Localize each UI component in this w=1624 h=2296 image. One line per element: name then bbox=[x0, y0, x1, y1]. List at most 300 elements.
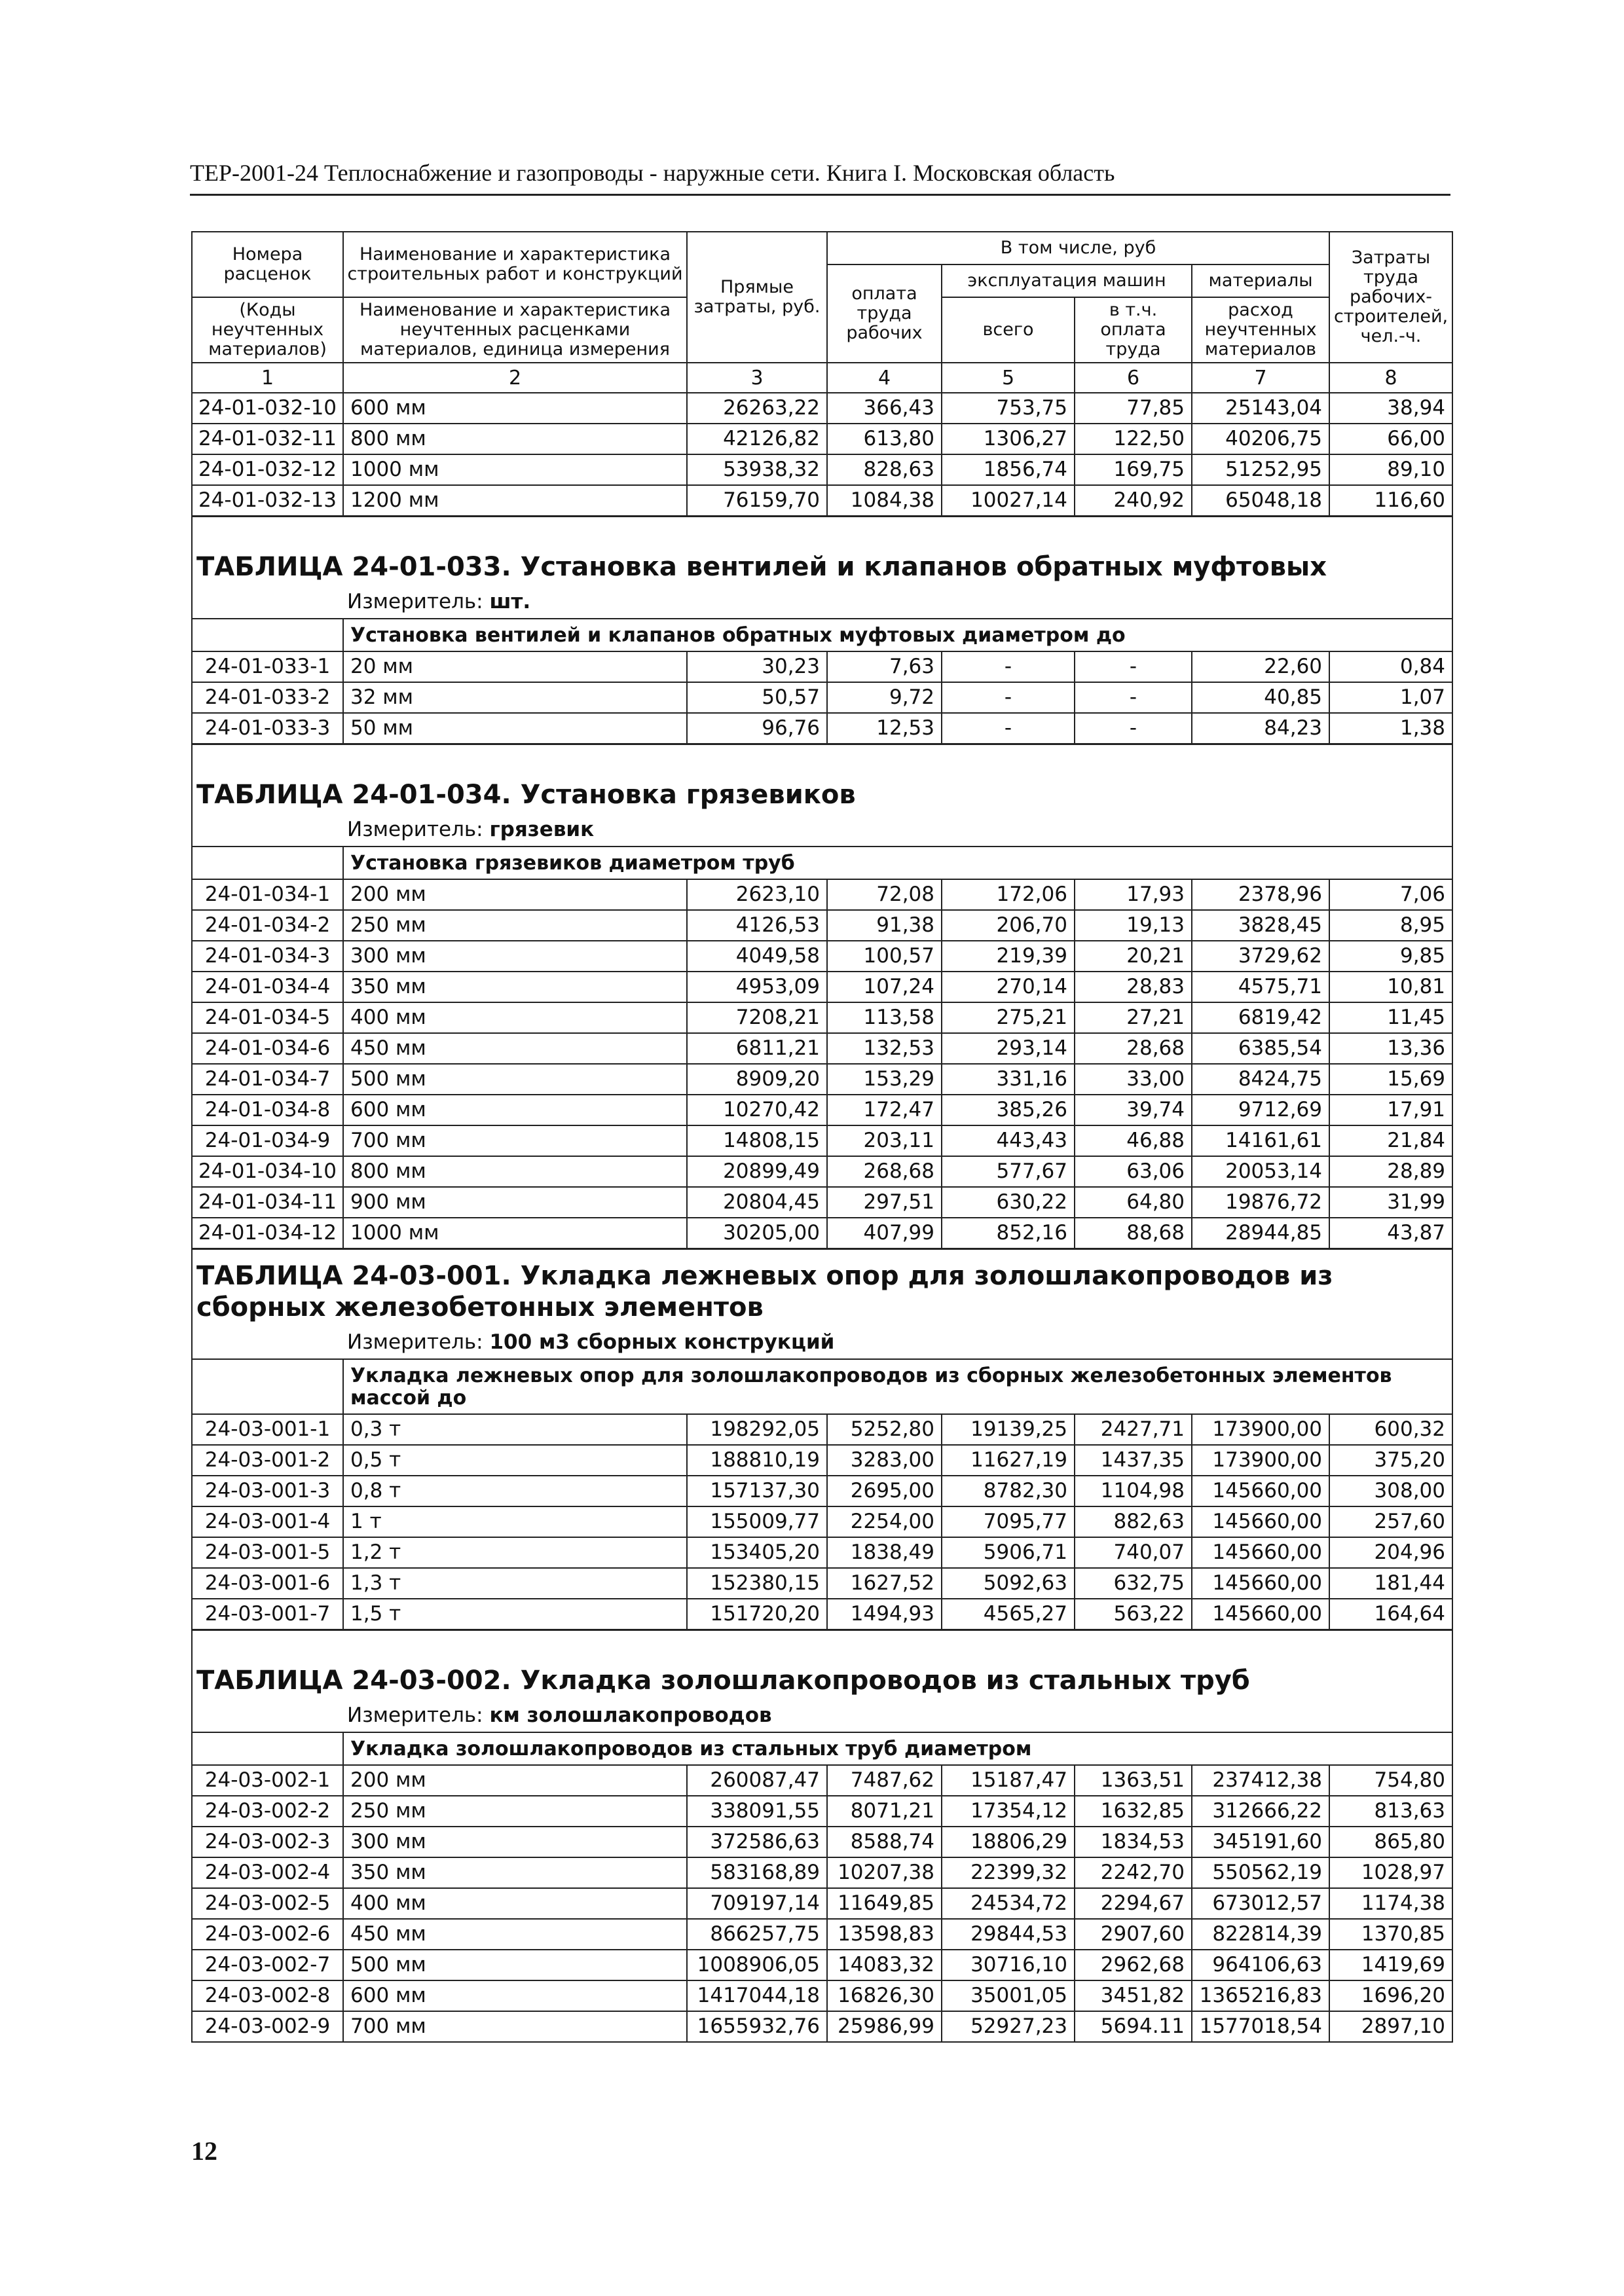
cell-materials: 3828,45 bbox=[1192, 910, 1329, 941]
cell-labor: 813,63 bbox=[1329, 1796, 1452, 1827]
head-direct: Прямые затраты, руб. bbox=[687, 232, 827, 363]
cell-wage: 828,63 bbox=[827, 454, 942, 485]
cell-machines-total: 11627,19 bbox=[942, 1445, 1075, 1476]
cell-labor: 1370,85 bbox=[1329, 1919, 1452, 1950]
measure bbox=[192, 1326, 1452, 1359]
cell-machines-total: 4565,27 bbox=[942, 1599, 1075, 1630]
cell-labor: 15,69 bbox=[1329, 1064, 1452, 1095]
cell-direct: 8909,20 bbox=[687, 1064, 827, 1095]
cell-materials: 237412,38 bbox=[1192, 1765, 1329, 1796]
cell-direct: 20804,45 bbox=[687, 1187, 827, 1218]
table-row bbox=[192, 1033, 1452, 1064]
cell-machines-wage: 3451,82 bbox=[1075, 1980, 1192, 2011]
cell-labor: 66,00 bbox=[1329, 424, 1452, 454]
cell-machines-wage: 2962,68 bbox=[1075, 1950, 1192, 1980]
head-name-bottom: Наименование и характеристика неучтенных расценками материалов, единица измерения bbox=[343, 297, 687, 363]
section-title: ТАБЛИЦА 24-01-033. Установка вентилей и клапанов обратных муфтовых bbox=[192, 517, 1452, 586]
cell-machines-wage: - bbox=[1075, 682, 1192, 713]
head-machines-wage: в т.ч. оплата труда bbox=[1075, 297, 1192, 363]
cell-name: 0,3 т bbox=[343, 1414, 687, 1445]
table-row bbox=[192, 1095, 1452, 1125]
cell-direct: 96,76 bbox=[687, 713, 827, 744]
cell-code: 24-01-034-11 bbox=[192, 1187, 343, 1218]
table-row bbox=[192, 941, 1452, 972]
cell-direct: 6811,21 bbox=[687, 1033, 827, 1064]
head-incl: В том числе, руб bbox=[827, 232, 1329, 264]
table-row bbox=[192, 485, 1452, 517]
table-row bbox=[192, 651, 1452, 682]
cell-code: 24-03-002-6 bbox=[192, 1919, 343, 1950]
cell-name: 600 мм bbox=[343, 393, 687, 424]
measure-row bbox=[192, 585, 1452, 619]
cell-code: 24-01-034-12 bbox=[192, 1218, 343, 1249]
cell-wage: 91,38 bbox=[827, 910, 942, 941]
cell-code: 24-01-033-3 bbox=[192, 713, 343, 744]
cell-materials: 3729,62 bbox=[1192, 941, 1329, 972]
cell-name: 450 мм bbox=[343, 1033, 687, 1064]
subsection-row bbox=[192, 847, 1452, 879]
cell-materials: 145660,00 bbox=[1192, 1568, 1329, 1599]
cell-direct: 157137,30 bbox=[687, 1476, 827, 1506]
cell-wage: 9,72 bbox=[827, 682, 942, 713]
table-row bbox=[192, 972, 1452, 1002]
page-number: 12 bbox=[191, 2136, 217, 2166]
cell-materials: 1365216,83 bbox=[1192, 1980, 1329, 2011]
cell-machines-wage: 1437,35 bbox=[1075, 1445, 1192, 1476]
cell-code: 24-03-001-1 bbox=[192, 1414, 343, 1445]
cell-direct: 30205,00 bbox=[687, 1218, 827, 1249]
cell-code: 24-01-034-3 bbox=[192, 941, 343, 972]
section-title: ТАБЛИЦА 24-03-001. Укладка лежневых опор для золошлакопроводов из сборных железобетонных элементов bbox=[192, 1249, 1452, 1326]
cell-direct: 4126,53 bbox=[687, 910, 827, 941]
table-row bbox=[192, 879, 1452, 910]
cell-machines-wage: 2907,60 bbox=[1075, 1919, 1192, 1950]
cell-wage: 100,57 bbox=[827, 941, 942, 972]
cell-direct: 76159,70 bbox=[687, 485, 827, 517]
cell-machines-total: 270,14 bbox=[942, 972, 1075, 1002]
cell-materials: 312666,22 bbox=[1192, 1796, 1329, 1827]
cell-code: 24-03-001-5 bbox=[192, 1537, 343, 1568]
table-row bbox=[192, 1187, 1452, 1218]
cell-name: 200 мм bbox=[343, 879, 687, 910]
cell-materials: 9712,69 bbox=[1192, 1095, 1329, 1125]
cell-labor: 11,45 bbox=[1329, 1002, 1452, 1033]
table-row bbox=[192, 713, 1452, 744]
cell-machines-total: 15187,47 bbox=[942, 1765, 1075, 1796]
head-labor-wage: оплата труда рабочих bbox=[827, 264, 942, 363]
cell-materials: 673012,57 bbox=[1192, 1888, 1329, 1919]
cell-code: 24-03-001-4 bbox=[192, 1506, 343, 1537]
cell-wage: 25986,99 bbox=[827, 2011, 942, 2042]
cell-labor: 8,95 bbox=[1329, 910, 1452, 941]
cell-machines-total: 17354,12 bbox=[942, 1796, 1075, 1827]
table-row bbox=[192, 424, 1452, 454]
table-row bbox=[192, 1857, 1452, 1888]
cell-labor: 754,80 bbox=[1329, 1765, 1452, 1796]
cell-materials: 84,23 bbox=[1192, 713, 1329, 744]
cell-labor: 7,06 bbox=[1329, 879, 1452, 910]
table-row bbox=[192, 454, 1452, 485]
cell-machines-total: 24534,72 bbox=[942, 1888, 1075, 1919]
cell-materials: 173900,00 bbox=[1192, 1414, 1329, 1445]
subsection-title: Установка грязевиков диаметром труб bbox=[343, 847, 1452, 879]
cell-labor: 204,96 bbox=[1329, 1537, 1452, 1568]
cell-labor: 2897,10 bbox=[1329, 2011, 1452, 2042]
cell-code: 24-01-032-12 bbox=[192, 454, 343, 485]
head-machines: эксплуатация машин bbox=[942, 264, 1192, 297]
column-number: 5 bbox=[942, 363, 1075, 393]
cell-machines-total: 10027,14 bbox=[942, 485, 1075, 517]
measure bbox=[192, 813, 1452, 847]
cell-wage: 5252,80 bbox=[827, 1414, 942, 1445]
cell-direct: 153405,20 bbox=[687, 1537, 827, 1568]
head-name-top: Наименование и характеристика строительных работ и конструкций bbox=[343, 232, 687, 297]
measure-label: Измеритель: bbox=[347, 1703, 490, 1727]
cell-direct: 372586,63 bbox=[687, 1827, 827, 1857]
cell-labor: 9,85 bbox=[1329, 941, 1452, 972]
cell-wage: 7487,62 bbox=[827, 1765, 942, 1796]
cell-machines-total: - bbox=[942, 651, 1075, 682]
cell-machines-wage: 563,22 bbox=[1075, 1599, 1192, 1630]
cell-wage: 172,47 bbox=[827, 1095, 942, 1125]
section-title: ТАБЛИЦА 24-01-034. Установка грязевиков bbox=[192, 744, 1452, 814]
cell-name: 1,5 т bbox=[343, 1599, 687, 1630]
cell-machines-wage: 77,85 bbox=[1075, 393, 1192, 424]
table-row bbox=[192, 1506, 1452, 1537]
cell-materials: 20053,14 bbox=[1192, 1156, 1329, 1187]
cell-name: 250 мм bbox=[343, 910, 687, 941]
cell-materials: 822814,39 bbox=[1192, 1919, 1329, 1950]
cell-wage: 16826,30 bbox=[827, 1980, 942, 2011]
cell-labor: 600,32 bbox=[1329, 1414, 1452, 1445]
cell-machines-wage: 2294,67 bbox=[1075, 1888, 1192, 1919]
cell-code: 24-01-034-6 bbox=[192, 1033, 343, 1064]
cell-machines-total: 1856,74 bbox=[942, 454, 1075, 485]
section-title: ТАБЛИЦА 24-03-002. Укладка золошлакопроводов из стальных труб bbox=[192, 1630, 1452, 1700]
cell-labor: 0,84 bbox=[1329, 651, 1452, 682]
column-number: 4 bbox=[827, 363, 942, 393]
cell-machines-wage: - bbox=[1075, 713, 1192, 744]
cell-machines-wage: 19,13 bbox=[1075, 910, 1192, 941]
cell-direct: 198292,05 bbox=[687, 1414, 827, 1445]
cell-labor: 308,00 bbox=[1329, 1476, 1452, 1506]
cell-name: 0,8 т bbox=[343, 1476, 687, 1506]
cell-code: 24-03-002-9 bbox=[192, 2011, 343, 2042]
table-row bbox=[192, 1599, 1452, 1630]
cell-name: 250 мм bbox=[343, 1796, 687, 1827]
cell-wage: 203,11 bbox=[827, 1125, 942, 1156]
cell-machines-total: 1306,27 bbox=[942, 424, 1075, 454]
cell-wage: 107,24 bbox=[827, 972, 942, 1002]
cell-machines-total: 630,22 bbox=[942, 1187, 1075, 1218]
cell-direct: 338091,55 bbox=[687, 1796, 827, 1827]
column-number: 7 bbox=[1192, 363, 1329, 393]
cell-labor: 1028,97 bbox=[1329, 1857, 1452, 1888]
cell-direct: 50,57 bbox=[687, 682, 827, 713]
measure-row bbox=[192, 813, 1452, 847]
section-title-row bbox=[192, 1630, 1452, 1700]
cell-direct: 1417044,18 bbox=[687, 1980, 827, 2011]
cell-labor: 10,81 bbox=[1329, 972, 1452, 1002]
cell-materials: 145660,00 bbox=[1192, 1506, 1329, 1537]
cell-code: 24-03-002-3 bbox=[192, 1827, 343, 1857]
cell-name: 1200 мм bbox=[343, 485, 687, 517]
cell-code: 24-03-002-8 bbox=[192, 1980, 343, 2011]
cell-wage: 1494,93 bbox=[827, 1599, 942, 1630]
cell-machines-total: 443,43 bbox=[942, 1125, 1075, 1156]
cell-machines-wage: 1363,51 bbox=[1075, 1765, 1192, 1796]
cell-machines-wage: 27,21 bbox=[1075, 1002, 1192, 1033]
cell-wage: 1838,49 bbox=[827, 1537, 942, 1568]
measure-value: 100 м3 сборных конструкций bbox=[489, 1330, 835, 1354]
cell-machines-wage: 5694.11 bbox=[1075, 2011, 1192, 2042]
measure bbox=[192, 585, 1452, 619]
cell-code: 24-01-033-1 bbox=[192, 651, 343, 682]
cell-code: 24-03-001-2 bbox=[192, 1445, 343, 1476]
cell-name: 500 мм bbox=[343, 1064, 687, 1095]
cell-name: 350 мм bbox=[343, 1857, 687, 1888]
cell-materials: 2378,96 bbox=[1192, 879, 1329, 910]
measure bbox=[192, 1699, 1452, 1732]
cell-materials: 40,85 bbox=[1192, 682, 1329, 713]
head-labor-cost: Затраты труда рабочих-строителей, чел.-ч. bbox=[1329, 232, 1452, 363]
cell-labor: 31,99 bbox=[1329, 1187, 1452, 1218]
cell-machines-total: 29844,53 bbox=[942, 1919, 1075, 1950]
cell-code: 24-03-001-3 bbox=[192, 1476, 343, 1506]
section-title-row bbox=[192, 517, 1452, 586]
column-number: 1 bbox=[192, 363, 343, 393]
table-row bbox=[192, 1888, 1452, 1919]
cell-machines-total: 5906,71 bbox=[942, 1537, 1075, 1568]
cell-machines-wage: 740,07 bbox=[1075, 1537, 1192, 1568]
cell-materials: 14161,61 bbox=[1192, 1125, 1329, 1156]
table-row bbox=[192, 1980, 1452, 2011]
measure-value: грязевик bbox=[489, 817, 595, 841]
cell-labor: 28,89 bbox=[1329, 1156, 1452, 1187]
measure-row bbox=[192, 1699, 1452, 1732]
table-row bbox=[192, 1537, 1452, 1568]
cell-name: 32 мм bbox=[343, 682, 687, 713]
cell-code: 24-01-034-4 bbox=[192, 972, 343, 1002]
cell-labor: 181,44 bbox=[1329, 1568, 1452, 1599]
table-row bbox=[192, 1414, 1452, 1445]
cell-machines-wage: 2242,70 bbox=[1075, 1857, 1192, 1888]
cell-materials: 550562,19 bbox=[1192, 1857, 1329, 1888]
cell-machines-total: 219,39 bbox=[942, 941, 1075, 972]
cell-machines-total: - bbox=[942, 682, 1075, 713]
cell-machines-wage: 64,80 bbox=[1075, 1187, 1192, 1218]
cell-machines-wage: 122,50 bbox=[1075, 424, 1192, 454]
cell-wage: 1084,38 bbox=[827, 485, 942, 517]
cell-code: 24-01-034-8 bbox=[192, 1095, 343, 1125]
cell-labor: 375,20 bbox=[1329, 1445, 1452, 1476]
cell-machines-wage: 46,88 bbox=[1075, 1125, 1192, 1156]
cell-materials: 1577018,54 bbox=[1192, 2011, 1329, 2042]
cell-code: 24-03-002-1 bbox=[192, 1765, 343, 1796]
subsection-blank bbox=[192, 1359, 343, 1414]
subsection-blank bbox=[192, 619, 343, 651]
cell-code: 24-01-033-2 bbox=[192, 682, 343, 713]
cell-machines-wage: 2427,71 bbox=[1075, 1414, 1192, 1445]
cell-direct: 42126,82 bbox=[687, 424, 827, 454]
cell-machines-total: 35001,05 bbox=[942, 1980, 1075, 2011]
cell-direct: 152380,15 bbox=[687, 1568, 827, 1599]
subsection-title: Установка вентилей и клапанов обратных муфтовых диаметром до bbox=[343, 619, 1452, 651]
cell-wage: 2254,00 bbox=[827, 1506, 942, 1537]
cell-materials: 19876,72 bbox=[1192, 1187, 1329, 1218]
cell-labor: 865,80 bbox=[1329, 1827, 1452, 1857]
measure-label: Измеритель: bbox=[347, 1330, 490, 1354]
table-row bbox=[192, 1002, 1452, 1033]
page-header-text: ТЕР-2001-24 Теплоснабжение и газопроводы - наружные сети. Книга I. Московская область bbox=[190, 160, 1115, 186]
cell-name: 200 мм bbox=[343, 1765, 687, 1796]
cell-machines-total: 5092,63 bbox=[942, 1568, 1075, 1599]
subsection-title: Укладка лежневых опор для золошлакопроводов из сборных железобетонных элементов массой до bbox=[343, 1359, 1452, 1414]
cell-wage: 12,53 bbox=[827, 713, 942, 744]
cell-wage: 13598,83 bbox=[827, 1919, 942, 1950]
measure-value: км золошлакопроводов bbox=[489, 1703, 772, 1727]
measure-label: Измеритель: bbox=[347, 817, 490, 841]
cell-direct: 30,23 bbox=[687, 651, 827, 682]
cell-code: 24-01-034-2 bbox=[192, 910, 343, 941]
cell-wage: 113,58 bbox=[827, 1002, 942, 1033]
cell-direct: 20899,49 bbox=[687, 1156, 827, 1187]
cell-materials: 6385,54 bbox=[1192, 1033, 1329, 1064]
cell-materials: 964106,63 bbox=[1192, 1950, 1329, 1980]
table-row bbox=[192, 393, 1452, 424]
cell-machines-wage: 169,75 bbox=[1075, 454, 1192, 485]
cell-machines-total: 385,26 bbox=[942, 1095, 1075, 1125]
cell-materials: 65048,18 bbox=[1192, 485, 1329, 517]
cell-code: 24-03-002-7 bbox=[192, 1950, 343, 1980]
cell-machines-wage: 17,93 bbox=[1075, 879, 1192, 910]
cell-materials: 173900,00 bbox=[1192, 1445, 1329, 1476]
cell-code: 24-01-034-9 bbox=[192, 1125, 343, 1156]
cell-labor: 1419,69 bbox=[1329, 1950, 1452, 1980]
cell-code: 24-01-034-5 bbox=[192, 1002, 343, 1033]
cell-machines-total: 30716,10 bbox=[942, 1950, 1075, 1980]
cell-machines-wage: 882,63 bbox=[1075, 1506, 1192, 1537]
cell-machines-total: 8782,30 bbox=[942, 1476, 1075, 1506]
cell-materials: 22,60 bbox=[1192, 651, 1329, 682]
cell-labor: 1174,38 bbox=[1329, 1888, 1452, 1919]
cell-machines-wage: - bbox=[1075, 651, 1192, 682]
cell-name: 900 мм bbox=[343, 1187, 687, 1218]
cell-machines-total: 852,16 bbox=[942, 1218, 1075, 1249]
cell-labor: 257,60 bbox=[1329, 1506, 1452, 1537]
cell-materials: 6819,42 bbox=[1192, 1002, 1329, 1033]
cell-name: 450 мм bbox=[343, 1919, 687, 1950]
table-row bbox=[192, 1765, 1452, 1796]
subsection-row bbox=[192, 1359, 1452, 1414]
cell-materials: 4575,71 bbox=[1192, 972, 1329, 1002]
cell-code: 24-01-032-13 bbox=[192, 485, 343, 517]
cell-direct: 155009,77 bbox=[687, 1506, 827, 1537]
cell-labor: 1696,20 bbox=[1329, 1980, 1452, 2011]
cell-code: 24-03-002-2 bbox=[192, 1796, 343, 1827]
cell-name: 400 мм bbox=[343, 1888, 687, 1919]
cell-name: 1,2 т bbox=[343, 1537, 687, 1568]
cell-direct: 260087,47 bbox=[687, 1765, 827, 1796]
table-row bbox=[192, 1064, 1452, 1095]
table-row bbox=[192, 1476, 1452, 1506]
cell-machines-total: 331,16 bbox=[942, 1064, 1075, 1095]
column-number: 8 bbox=[1329, 363, 1452, 393]
cell-machines-total: 275,21 bbox=[942, 1002, 1075, 1033]
cell-name: 700 мм bbox=[343, 1125, 687, 1156]
table-row bbox=[192, 910, 1452, 941]
cell-code: 24-03-001-6 bbox=[192, 1568, 343, 1599]
cell-name: 800 мм bbox=[343, 424, 687, 454]
cell-machines-wage: 33,00 bbox=[1075, 1064, 1192, 1095]
cell-labor: 13,36 bbox=[1329, 1033, 1452, 1064]
table-row bbox=[192, 1156, 1452, 1187]
cell-wage: 14083,32 bbox=[827, 1950, 942, 1980]
cell-wage: 3283,00 bbox=[827, 1445, 942, 1476]
cell-labor: 116,60 bbox=[1329, 485, 1452, 517]
cell-direct: 4049,58 bbox=[687, 941, 827, 972]
cell-name: 50 мм bbox=[343, 713, 687, 744]
cell-wage: 268,68 bbox=[827, 1156, 942, 1187]
cell-materials: 8424,75 bbox=[1192, 1064, 1329, 1095]
cell-name: 800 мм bbox=[343, 1156, 687, 1187]
cell-wage: 72,08 bbox=[827, 879, 942, 910]
subsection-row bbox=[192, 1732, 1452, 1765]
cell-code: 24-01-034-7 bbox=[192, 1064, 343, 1095]
cell-machines-total: 577,67 bbox=[942, 1156, 1075, 1187]
table-row bbox=[192, 1218, 1452, 1249]
cell-machines-wage: 39,74 bbox=[1075, 1095, 1192, 1125]
cell-labor: 43,87 bbox=[1329, 1218, 1452, 1249]
cell-wage: 10207,38 bbox=[827, 1857, 942, 1888]
cell-machines-wage: 1632,85 bbox=[1075, 1796, 1192, 1827]
subsection-title: Укладка золошлакопроводов из стальных труб диаметром bbox=[343, 1732, 1452, 1765]
cell-labor: 164,64 bbox=[1329, 1599, 1452, 1630]
cell-direct: 1008906,05 bbox=[687, 1950, 827, 1980]
cell-direct: 709197,14 bbox=[687, 1888, 827, 1919]
cell-name: 300 мм bbox=[343, 1827, 687, 1857]
cell-name: 700 мм bbox=[343, 2011, 687, 2042]
cell-code: 24-01-032-10 bbox=[192, 393, 343, 424]
cell-machines-total: 22399,32 bbox=[942, 1857, 1075, 1888]
cell-materials: 145660,00 bbox=[1192, 1537, 1329, 1568]
column-number: 3 bbox=[687, 363, 827, 393]
cell-machines-wage: 63,06 bbox=[1075, 1156, 1192, 1187]
cell-direct: 583168,89 bbox=[687, 1857, 827, 1888]
table-row bbox=[192, 1919, 1452, 1950]
cell-name: 500 мм bbox=[343, 1950, 687, 1980]
subsection-blank bbox=[192, 1732, 343, 1765]
cell-wage: 366,43 bbox=[827, 393, 942, 424]
cell-machines-total: 7095,77 bbox=[942, 1506, 1075, 1537]
cell-materials: 25143,04 bbox=[1192, 393, 1329, 424]
cell-materials: 28944,85 bbox=[1192, 1218, 1329, 1249]
cell-wage: 297,51 bbox=[827, 1187, 942, 1218]
table-row bbox=[192, 682, 1452, 713]
section-title-row bbox=[192, 744, 1452, 814]
table-row bbox=[192, 1125, 1452, 1156]
cell-name: 300 мм bbox=[343, 941, 687, 972]
cell-code: 24-03-002-5 bbox=[192, 1888, 343, 1919]
cell-machines-total: 753,75 bbox=[942, 393, 1075, 424]
page-header bbox=[190, 157, 1450, 196]
cell-machines-total: 293,14 bbox=[942, 1033, 1075, 1064]
cell-machines-wage: 1104,98 bbox=[1075, 1476, 1192, 1506]
cell-materials: 51252,95 bbox=[1192, 454, 1329, 485]
cell-machines-wage: 1834,53 bbox=[1075, 1827, 1192, 1857]
table-row bbox=[192, 1568, 1452, 1599]
cell-machines-total: 18806,29 bbox=[942, 1827, 1075, 1857]
